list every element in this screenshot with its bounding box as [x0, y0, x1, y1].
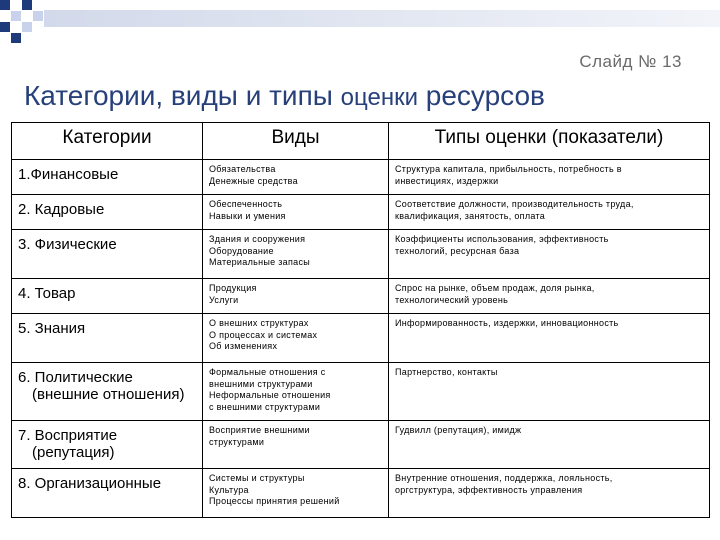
table-row [12, 469, 710, 518]
table-header-row [12, 123, 710, 160]
slide-title-part: оценки [340, 84, 418, 111]
kind-line: Неформальные отношения [209, 390, 331, 400]
slide-title-part: Категории, виды и типы [24, 80, 341, 111]
table-row [12, 314, 710, 363]
kind-line: Культура [209, 484, 249, 495]
column-header-categories: Категории [12, 123, 203, 160]
assessment-types-cell [389, 314, 710, 363]
kind-line: Денежные средства [209, 175, 298, 186]
decorative-square [11, 11, 21, 21]
kinds-cell [203, 230, 389, 279]
column-header-assessment-types: Типы оценки (показатели) [389, 123, 710, 160]
category-cell [12, 160, 203, 195]
table-row [12, 195, 710, 230]
kind-line: Оборудование [209, 245, 274, 256]
category-name: 3. Физические [18, 236, 117, 253]
table-row [12, 160, 710, 195]
assessment-type-line: Информированность, издержки, инновационность [395, 318, 619, 328]
category-cell [12, 230, 203, 279]
category-cell [12, 469, 203, 518]
assessment-types-cell [389, 363, 710, 421]
assessment-type-line: технологий, ресурсная база [395, 245, 520, 256]
assessment-type-line: Коэффициенты использования, эффективность [395, 234, 609, 244]
category-note: (внешние отношения) [32, 386, 185, 403]
category-name: 7. Восприятие [18, 427, 118, 444]
table-row [12, 230, 710, 279]
decorative-bar [44, 10, 720, 27]
decorative-square [22, 0, 32, 10]
assessment-types-cell [389, 230, 710, 279]
assessment-types-cell [389, 421, 710, 469]
assessment-type-line: Партнерство, контакты [395, 367, 498, 377]
column-header-kinds: Виды [203, 123, 389, 160]
assessment-type-line: Гудвилл (репутация), имидж [395, 425, 522, 435]
kind-line: Услуги [209, 294, 239, 305]
assessment-types-cell [389, 469, 710, 518]
kind-line: Обязательства [209, 164, 276, 174]
category-name: 1.Финансовые [18, 166, 119, 183]
kinds-cell [203, 363, 389, 421]
assessment-type-line: оргструктура, эффективность управления [395, 484, 583, 495]
table-row [12, 421, 710, 469]
decorative-square [11, 33, 21, 43]
kind-line: Материальные запасы [209, 257, 311, 267]
assessment-type-line: квалификация, занятость, оплата [395, 210, 546, 221]
assessment-type-line: Структура капитала, прибыльность, потребность в [395, 164, 622, 174]
assessment-type-line: Внутренние отношения, поддержка, лояльность, [395, 473, 613, 483]
slide-title [24, 80, 545, 112]
decorative-square [22, 22, 32, 32]
category-name: 2. Кадровые [18, 201, 105, 218]
table-body [12, 160, 710, 518]
kind-line: Продукция [209, 283, 257, 293]
category-note: (репутация) [32, 444, 115, 461]
assessment-type-line: Спрос на рынке, объем продаж, доля рынка, [395, 283, 595, 293]
assessment-types-cell [389, 195, 710, 230]
category-name: 6. Политические [18, 369, 133, 386]
kind-line: Навыки и умения [209, 210, 286, 221]
kind-line: О внешних структурах [209, 318, 309, 328]
assessment-type-line: Соответствие должности, производительность труда, [395, 199, 634, 209]
slide-number: Слайд № 13 [579, 52, 682, 71]
category-cell [12, 195, 203, 230]
table-row [12, 363, 710, 421]
assessment-type-line: технологический уровень [395, 294, 509, 305]
decorative-header-squares [0, 0, 720, 60]
category-cell [12, 421, 203, 469]
kinds-cell [203, 195, 389, 230]
kind-line: с внешними структурами [209, 401, 321, 412]
category-cell [12, 314, 203, 363]
kind-line: Системы и структуры [209, 473, 305, 483]
assessment-type-line: инвестициях, издержки [395, 175, 499, 186]
assessment-types-cell [389, 279, 710, 314]
kind-line: Процессы принятия решений [209, 496, 340, 506]
category-cell [12, 279, 203, 314]
kind-line: структурами [209, 436, 265, 447]
kinds-cell [203, 469, 389, 518]
category-name: 8. Организационные [18, 475, 162, 492]
kind-line: Восприятие внешними [209, 425, 310, 435]
kinds-cell [203, 314, 389, 363]
decorative-square [0, 22, 10, 32]
kinds-cell [203, 279, 389, 314]
kind-line: внешними структурами [209, 378, 313, 389]
kind-line: Формальные отношения с [209, 367, 326, 377]
category-name: 4. Товар [18, 285, 76, 302]
kind-line: Об изменениях [209, 341, 278, 351]
kind-line: Здания и сооружения [209, 234, 306, 244]
kinds-cell [203, 160, 389, 195]
decorative-square [0, 0, 10, 10]
slide-title-part: ресурсов [417, 80, 545, 111]
kind-line: О процессах и системах [209, 329, 318, 340]
decorative-square [33, 11, 43, 21]
kind-line: Обеспеченность [209, 199, 283, 209]
kinds-cell [203, 421, 389, 469]
assessment-types-cell [389, 160, 710, 195]
category-name: 5. Знания [18, 320, 86, 337]
category-cell [12, 363, 203, 421]
table-row [12, 279, 710, 314]
resource-assessment-table [11, 122, 710, 518]
